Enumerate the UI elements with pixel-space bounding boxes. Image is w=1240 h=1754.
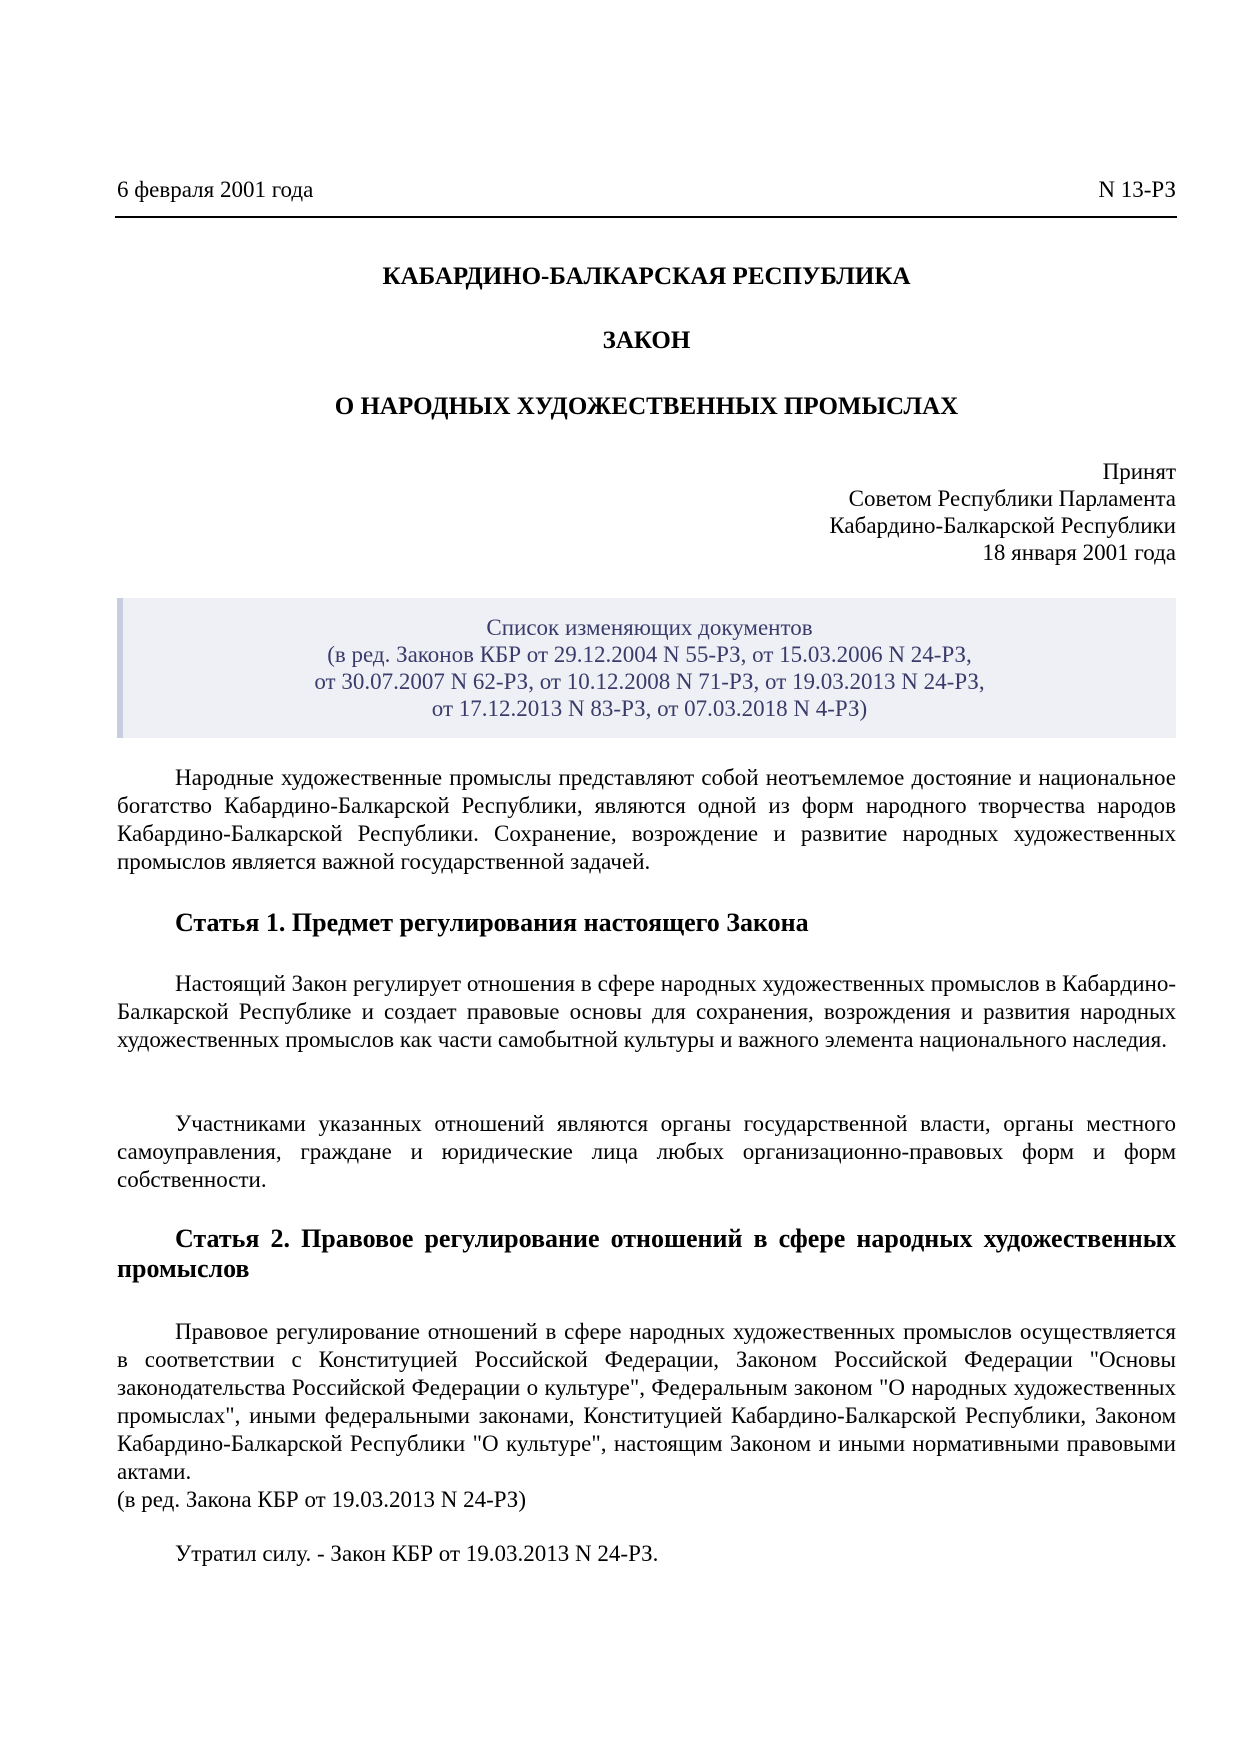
article-2-paragraph: Правовое регулирование отношений в сфере народных художественных промыслов осуществляется в соответствии с Конституцией Российской Федерации, Законом Российской Федерации "Основы законодательства Российской Федерации о культуре", Федеральным законом "О народных художественных промыслах", иными федеральными законами, Конституцией Кабардино-Балкарской Республики, Законом Кабардино-Балкарской Республики "О культуре", настоящим Законом и иными нормативными правовыми актами. [117,1319,1176,1484]
article-1-paragraph: Участниками указанных отношений являются органы государственной власти, органы местного самоуправления, граждане и юридические лица любых организационно-правовых форм и форм собственности. [117,1111,1176,1192]
article-2-heading: Статья 2. Правовое регулирование отношений в сфере народных художественных промыслов [117,1224,1176,1283]
adoption-block [829,458,1176,566]
preamble-paragraph: Народные художественные промыслы представляют собой неотъемлемое достояние и национальное богатство Кабардино-Балкарской Республики, являются одной из форм народного творчества народов Кабардино-Балкарской Республики. Сохранение, возрождение и развитие народных художественных промыслов является важной государственной задачей. [117,765,1176,874]
amendments-line: от 17.12.2013 N 83-РЗ, от 07.03.2018 N 4-РЗ) [431,696,868,721]
republic-title: КАБАРДИНО-БАЛКАРСКАЯ РЕСПУБЛИКА [382,263,911,290]
amendments-box [117,598,1176,738]
adoption-line: Принят [1102,459,1176,484]
adoption-line: Кабардино-Балкарской Республики [829,513,1176,538]
article-2-paragraph: Утратил силу. - Закон КБР от 19.03.2013 N 24-РЗ. [175,1541,659,1566]
amendments-line: от 30.07.2007 N 62-РЗ, от 10.12.2008 N 71-РЗ, от 19.03.2013 N 24-РЗ, [314,669,985,694]
adoption-date: 18 января 2001 года [982,540,1176,565]
law-subject-title: О НАРОДНЫХ ХУДОЖЕСТВЕННЫХ ПРОМЫСЛАХ [334,393,959,420]
adoption-line: Советом Республики Парламента [848,486,1176,511]
law-title: ЗАКОН [602,327,691,354]
amendments-line: (в ред. Законов КБР от 29.12.2004 N 55-РЗ, от 15.03.2006 N 24-РЗ, [327,642,972,667]
header-divider [115,216,1177,218]
law-date: 6 февраля 2001 года [117,177,314,202]
amendments-title: Список изменяющих документов [486,615,813,640]
article-1-paragraph: Настоящий Закон регулирует отношения в сфере народных художественных промыслов в Кабардино-Балкарской Республике и создает правовые основы для сохранения, возрождения и развития народных художественных промыслов как части самобытной культуры и важного элемента национального наследия. [117,971,1176,1052]
article-1-heading: Статья 1. Предмет регулирования настоящего Закона [175,908,809,937]
amendment-note: (в ред. Закона КБР от 19.03.2013 N 24-РЗ) [117,1487,526,1512]
law-number: N 13-РЗ [1098,177,1176,202]
